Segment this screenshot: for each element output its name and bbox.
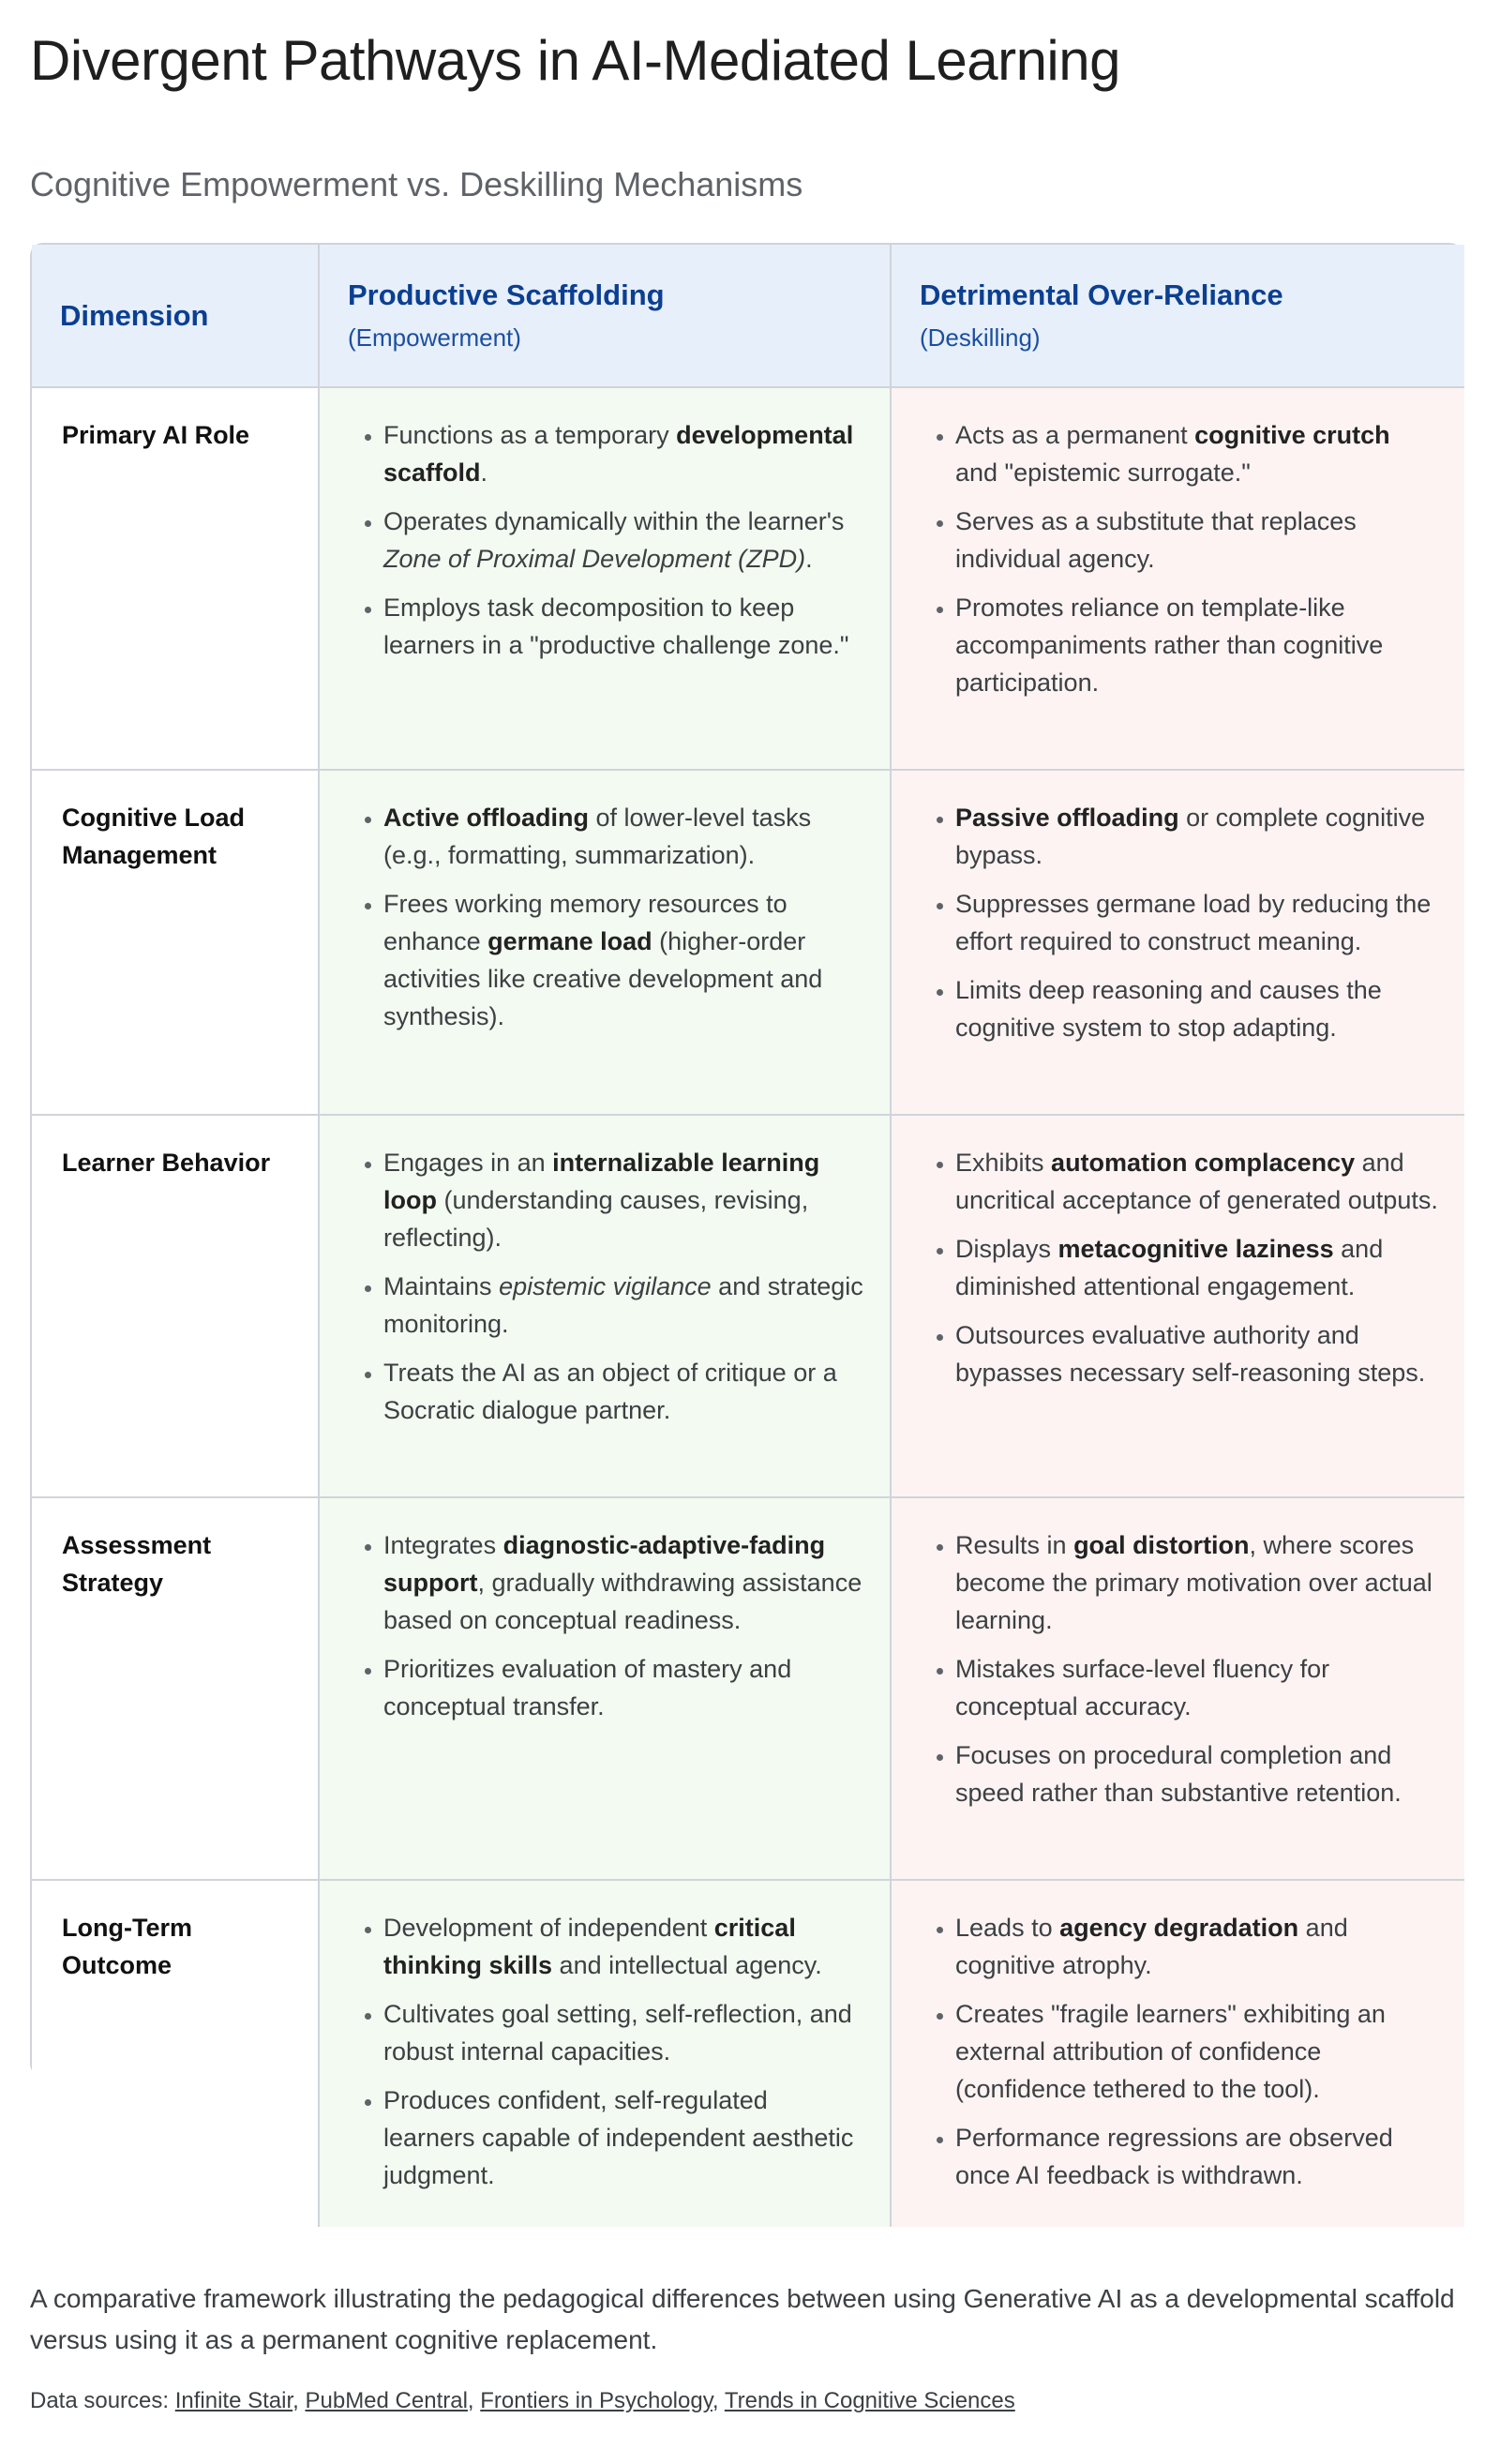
bullet-item bbox=[383, 1268, 863, 1343]
bullet-list bbox=[920, 799, 1438, 1046]
bullet-item bbox=[955, 589, 1438, 701]
table-row bbox=[32, 770, 1464, 1115]
bullet-text: Prioritizes evaluation of mastery and conceptual transfer. bbox=[383, 1655, 792, 1720]
bullet-item bbox=[383, 885, 863, 1035]
source-link[interactable]: Frontiers in Psychology bbox=[480, 2388, 712, 2413]
figure-caption: A comparative framework illustrating the pedagogical differences between using Generative AI as a developmental scaffold versus using it as a permanent cognitive replacement. bbox=[30, 2284, 1455, 2354]
source-separator: , bbox=[467, 2388, 481, 2413]
bullet-item bbox=[383, 1526, 863, 1639]
bullet-emphasis-bold: cognitive crutch bbox=[1194, 421, 1390, 449]
table-header-row bbox=[32, 245, 1464, 387]
over-reliance-cell bbox=[891, 770, 1464, 1115]
bullet-text: . bbox=[805, 545, 813, 573]
bullet-text: Maintains bbox=[383, 1272, 500, 1300]
bullet-item bbox=[383, 589, 863, 664]
header-positive bbox=[319, 245, 891, 387]
bullet-text: Employs task decomposition to keep learners in a "productive challenge zone." bbox=[383, 593, 849, 659]
bullet-text: Promotes reliance on template-like accompaniments rather than cognitive participation. bbox=[955, 593, 1384, 697]
bullet-text: and "epistemic surrogate." bbox=[955, 458, 1251, 487]
bullet-emphasis-bold: agency degradation bbox=[1059, 1914, 1299, 1942]
bullet-list bbox=[920, 1526, 1438, 1811]
bullet-item bbox=[383, 2081, 863, 2194]
dimension-cell: Primary AI Role bbox=[32, 387, 319, 770]
header-negative bbox=[891, 245, 1464, 387]
bullet-text: Cultivates goal setting, self-reflection, and robust internal capacities. bbox=[383, 2000, 852, 2066]
bullet-text: Frees working memory resources to enhance bbox=[383, 890, 788, 955]
bullet-item bbox=[955, 503, 1438, 578]
page-title: Divergent Pathways in AI-Mediated Learning bbox=[30, 29, 1121, 92]
data-sources bbox=[30, 2388, 1015, 2414]
table-row bbox=[32, 1115, 1464, 1497]
scaffolding-cell bbox=[319, 1880, 891, 2227]
bullet-text: Produces confident, self-regulated learners capable of independent aesthetic judgment. bbox=[383, 2086, 854, 2189]
bullet-emphasis-bold: critical thinking skills bbox=[383, 1914, 796, 1979]
source-link[interactable]: Trends in Cognitive Sciences bbox=[724, 2388, 1015, 2413]
bullet-text: or complete cognitive bypass. bbox=[955, 804, 1426, 869]
bullet-text: Treats the AI as an object of critique or a Socratic dialogue partner. bbox=[383, 1359, 837, 1424]
bullet-list bbox=[348, 1144, 863, 1429]
bullet-text: Operates dynamically within the learner's bbox=[383, 507, 845, 535]
header-dimension-label: Dimension bbox=[60, 298, 209, 332]
bullet-item bbox=[383, 1650, 863, 1725]
sources-label: Data sources: bbox=[30, 2388, 175, 2413]
bullet-item bbox=[955, 1316, 1438, 1391]
bullet-emphasis-bold: goal distortion bbox=[1073, 1531, 1250, 1559]
bullet-emphasis-bold: developmental scaffold bbox=[383, 421, 854, 487]
bullet-text: Integrates bbox=[383, 1531, 503, 1559]
bullet-text: Development of independent bbox=[383, 1914, 714, 1942]
scaffolding-cell bbox=[319, 387, 891, 770]
bullet-text: and strategic monitoring. bbox=[383, 1272, 863, 1338]
bullet-item bbox=[955, 416, 1438, 491]
scaffolding-cell bbox=[319, 1497, 891, 1880]
dimension-cell: Cognitive Load Management bbox=[32, 770, 319, 1115]
table-body bbox=[32, 387, 1464, 2227]
bullet-text: Leads to bbox=[955, 1914, 1060, 1942]
bullet-list bbox=[348, 416, 863, 664]
bullet-item bbox=[955, 1736, 1438, 1811]
bullet-text: . bbox=[480, 458, 488, 487]
bullet-item bbox=[955, 1995, 1438, 2108]
bullet-item bbox=[955, 2119, 1438, 2194]
bullet-text: Outsources evaluative authority and bypasses necessary self-reasoning steps. bbox=[955, 1321, 1426, 1387]
bullet-emphasis-bold: germane load bbox=[488, 927, 652, 955]
bullet-text: (understanding causes, revising, reflecting). bbox=[383, 1186, 809, 1252]
table-row bbox=[32, 387, 1464, 770]
dimension-cell: Assessment Strategy bbox=[32, 1497, 319, 1880]
bullet-text: of lower-level tasks (e.g., formatting, summarization). bbox=[383, 804, 812, 869]
bullet-item bbox=[383, 799, 863, 874]
bullet-emphasis-bold: Active offloading bbox=[383, 804, 590, 832]
bullet-item bbox=[383, 1909, 863, 1984]
bullet-text: Mistakes surface-level fluency for conceptual accuracy. bbox=[955, 1655, 1330, 1720]
bullet-item bbox=[383, 503, 863, 578]
over-reliance-cell bbox=[891, 1115, 1464, 1497]
bullet-text: Acts as a permanent bbox=[955, 421, 1195, 449]
bullet-item bbox=[955, 1230, 1438, 1305]
bullet-emphasis-bold: diagnostic-adaptive-fading support bbox=[383, 1531, 826, 1597]
header-positive-title: Productive Scaffolding bbox=[348, 278, 665, 311]
bullet-item bbox=[955, 1526, 1438, 1639]
bullet-emphasis-bold: metacognitive laziness bbox=[1058, 1235, 1334, 1263]
bullet-emphasis-bold: automation complacency bbox=[1051, 1149, 1356, 1177]
bullet-text: (higher-order activities like creative development and synthesis). bbox=[383, 927, 823, 1030]
bullet-text: Serves as a substitute that replaces individual agency. bbox=[955, 507, 1357, 573]
bullet-text: and diminished attentional engagement. bbox=[955, 1235, 1384, 1300]
bullet-text: Results in bbox=[955, 1531, 1074, 1559]
bullet-list bbox=[920, 1909, 1438, 2194]
source-link[interactable]: PubMed Central bbox=[305, 2388, 468, 2413]
bullet-item bbox=[383, 1144, 863, 1256]
source-link[interactable]: Infinite Stair bbox=[174, 2388, 293, 2413]
bullet-text: and uncritical acceptance of generated outputs. bbox=[955, 1149, 1438, 1214]
over-reliance-cell bbox=[891, 1497, 1464, 1880]
table-row bbox=[32, 1880, 1464, 2227]
bullet-text: Focuses on procedural completion and speed rather than substantive retention. bbox=[955, 1741, 1402, 1807]
bullet-emphasis-italic: epistemic vigilance bbox=[499, 1272, 712, 1300]
bullet-text: , gradually withdrawing assistance based on conceptual readiness. bbox=[383, 1569, 862, 1634]
bullet-text: and intellectual agency. bbox=[552, 1951, 822, 1979]
bullet-list bbox=[920, 416, 1438, 701]
bullet-list bbox=[348, 1909, 863, 2194]
table-row bbox=[32, 1497, 1464, 1880]
bullet-list bbox=[920, 1144, 1438, 1391]
bullet-emphasis-bold: internalizable learning loop bbox=[383, 1149, 820, 1214]
scaffolding-cell bbox=[319, 770, 891, 1115]
source-separator: , bbox=[292, 2388, 306, 2413]
bullet-text: and cognitive atrophy. bbox=[955, 1914, 1348, 1979]
header-negative-title: Detrimental Over-Reliance bbox=[920, 278, 1283, 311]
bullet-text: Suppresses germane load by reducing the effort required to construct meaning. bbox=[955, 890, 1432, 955]
bullet-text: Exhibits bbox=[955, 1149, 1052, 1177]
bullet-item bbox=[955, 885, 1438, 960]
bullet-item bbox=[955, 1144, 1438, 1219]
bullet-text: Limits deep reasoning and causes the cognitive system to stop adapting. bbox=[955, 976, 1382, 1042]
over-reliance-cell bbox=[891, 387, 1464, 770]
header-positive-subtitle: (Empowerment) bbox=[348, 323, 521, 352]
bullet-item bbox=[955, 1650, 1438, 1725]
over-reliance-cell bbox=[891, 1880, 1464, 2227]
bullet-list bbox=[348, 799, 863, 1035]
bullet-list bbox=[348, 1526, 863, 1725]
bullet-text: , where scores become the primary motivation over actual learning. bbox=[955, 1531, 1432, 1634]
bullet-item bbox=[955, 1909, 1438, 1984]
header-dimension bbox=[32, 245, 319, 387]
page-subtitle: Cognitive Empowerment vs. Deskilling Mechanisms bbox=[30, 165, 803, 203]
bullet-text: Engages in an bbox=[383, 1149, 553, 1177]
bullet-text: Functions as a temporary bbox=[383, 421, 677, 449]
bullet-text: Performance regressions are observed once AI feedback is withdrawn. bbox=[955, 2124, 1393, 2189]
bullet-emphasis-italic: Zone of Proximal Development (ZPD) bbox=[383, 545, 806, 573]
dimension-cell: Long-Term Outcome bbox=[32, 1880, 319, 2227]
bullet-emphasis-bold: Passive offloading bbox=[955, 804, 1179, 832]
source-separator: , bbox=[712, 2388, 725, 2413]
bullet-text: Displays bbox=[955, 1235, 1058, 1263]
bullet-text: Creates "fragile learners" exhibiting an external attribution of confidence (confidence tethered to the tool). bbox=[955, 2000, 1386, 2103]
bullet-item bbox=[383, 416, 863, 491]
dimension-cell: Learner Behavior bbox=[32, 1115, 319, 1497]
bullet-item bbox=[955, 971, 1438, 1046]
bullet-item bbox=[383, 1995, 863, 2070]
bullet-item bbox=[383, 1354, 863, 1429]
scaffolding-cell bbox=[319, 1115, 891, 1497]
bullet-item bbox=[955, 799, 1438, 874]
comparison-table bbox=[30, 243, 1462, 2189]
header-negative-subtitle: (Deskilling) bbox=[920, 323, 1041, 352]
